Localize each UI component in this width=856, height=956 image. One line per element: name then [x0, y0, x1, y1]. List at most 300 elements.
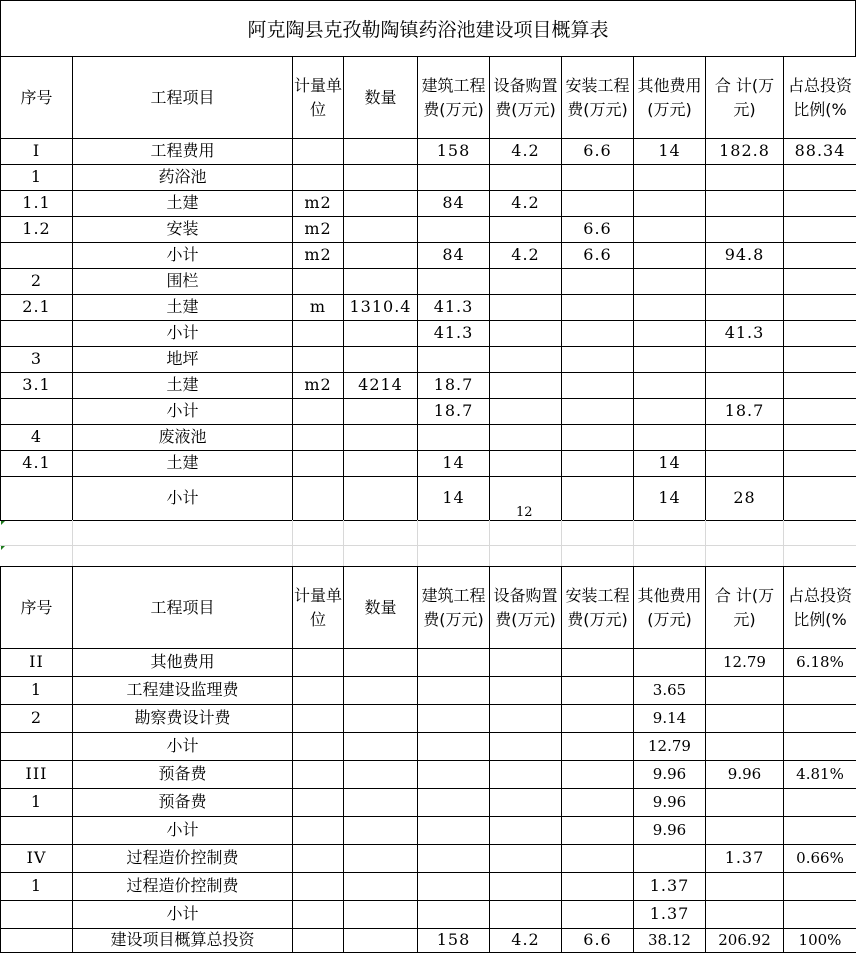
cell-seq: 1: [1, 677, 73, 705]
table-row: [1, 451, 856, 477]
cell-install: [562, 817, 634, 845]
header-ratio: 占总投资比例(%: [784, 567, 856, 649]
header-construction: 建筑工程费(万元): [418, 57, 490, 139]
cell-seq: [1, 243, 73, 269]
cell-qty: 4214: [344, 373, 418, 399]
table-row: [1, 845, 856, 873]
cell-qty: [344, 347, 418, 373]
cell-install: [562, 347, 634, 373]
cell-total: 206.92: [706, 929, 784, 953]
cell-item: 土建: [73, 451, 293, 477]
cell-install: [562, 191, 634, 217]
cell-item: 工程建设监理费: [73, 677, 293, 705]
cell-total: [706, 425, 784, 451]
cell-qty: [344, 139, 418, 165]
cell-equipment: [490, 705, 562, 733]
cell-seq: I: [1, 139, 73, 165]
cell-qty: [344, 929, 418, 953]
cell-item: 小计: [73, 901, 293, 929]
cell-equipment: 4.2: [490, 191, 562, 217]
table-row: [1, 649, 856, 677]
cell-item: 小计: [73, 243, 293, 269]
cell-total: [706, 789, 784, 817]
cell-equipment: [490, 817, 562, 845]
cell-construction: [418, 347, 490, 373]
cell-install: 6.6: [562, 929, 634, 953]
cell-other: [634, 347, 706, 373]
cell-seq: 2.1: [1, 295, 73, 321]
cell-item: 工程费用: [73, 139, 293, 165]
cell-other: 9.96: [634, 761, 706, 789]
cell-equipment: [490, 733, 562, 761]
cell-total: 18.7: [706, 399, 784, 425]
header-seq: 序号: [1, 57, 73, 139]
cell-ratio: [784, 373, 856, 399]
cell-total: [706, 733, 784, 761]
table-row: [1, 347, 856, 373]
cell-construction: [418, 733, 490, 761]
cell-unit: [293, 425, 344, 451]
cell-other: [634, 269, 706, 295]
cell-seq: [1, 817, 73, 845]
cell-equipment: [490, 165, 562, 191]
cell-item: 土建: [73, 191, 293, 217]
cell-item: 围栏: [73, 269, 293, 295]
cell-other: 14: [634, 139, 706, 165]
cell-unit: [293, 399, 344, 425]
cell-unit: m2: [293, 243, 344, 269]
cell-install: [562, 789, 634, 817]
header-item: 工程项目: [73, 57, 293, 139]
cell-construction: [418, 269, 490, 295]
cell-total: 94.8: [706, 243, 784, 269]
cell-ratio: 6.18%: [784, 649, 856, 677]
cell-construction: 18.7: [418, 399, 490, 425]
cell-unit: [293, 347, 344, 373]
cell-ratio: [784, 399, 856, 425]
cell-install: 6.6: [562, 139, 634, 165]
cell-install: 6.6: [562, 217, 634, 243]
cell-seq: 2: [1, 269, 73, 295]
cell-seq: 4.1: [1, 451, 73, 477]
cell-construction: [418, 789, 490, 817]
table-row: [1, 929, 856, 953]
cell-ratio: [784, 451, 856, 477]
table-row: [1, 217, 856, 243]
cell-total: 12.79: [706, 649, 784, 677]
estimate-table-1: [0, 56, 856, 521]
cell-item: 建设项目概算总投资: [73, 929, 293, 953]
cell-qty: [344, 873, 418, 901]
cell-unit: [293, 649, 344, 677]
cell-seq: 3.1: [1, 373, 73, 399]
cell-item: 小计: [73, 733, 293, 761]
cell-ratio: [784, 733, 856, 761]
cell-total: [706, 901, 784, 929]
cell-seq: [1, 477, 73, 521]
header-construction: 建筑工程费(万元): [418, 567, 490, 649]
cell-item: 地坪: [73, 347, 293, 373]
cell-unit: m2: [293, 217, 344, 243]
cell-total: 28: [706, 477, 784, 521]
cell-install: [562, 761, 634, 789]
cell-total: [706, 705, 784, 733]
cell-equipment: [490, 649, 562, 677]
cell-install: [562, 269, 634, 295]
cell-install: 6.6: [562, 243, 634, 269]
cell-total: 9.96: [706, 761, 784, 789]
cell-equipment: [490, 873, 562, 901]
cell-install: [562, 321, 634, 347]
cell-seq: [1, 929, 73, 953]
cell-ratio: [784, 789, 856, 817]
table-row: [1, 705, 856, 733]
cell-ratio: [784, 901, 856, 929]
cell-qty: [344, 705, 418, 733]
cell-total: [706, 677, 784, 705]
cell-item: 土建: [73, 373, 293, 399]
cell-install: [562, 845, 634, 873]
cell-install: [562, 425, 634, 451]
table-row: [1, 477, 856, 521]
cell-construction: 18.7: [418, 373, 490, 399]
table-row: [1, 165, 856, 191]
cell-install: [562, 373, 634, 399]
cell-unit: [293, 761, 344, 789]
header-total: 合 计(万元): [706, 567, 784, 649]
cell-qty: [344, 761, 418, 789]
cell-construction: [418, 217, 490, 243]
cell-seq: [1, 733, 73, 761]
blank-rows: [0, 520, 856, 566]
cell-equipment: 4.2: [490, 243, 562, 269]
cell-other: [634, 649, 706, 677]
cell-other: [634, 845, 706, 873]
header-seq: 序号: [1, 567, 73, 649]
cell-equipment: [490, 901, 562, 929]
table-row: [1, 295, 856, 321]
cell-other: [634, 295, 706, 321]
cell-unit: m: [293, 295, 344, 321]
cell-install: [562, 677, 634, 705]
cell-equipment: [490, 373, 562, 399]
cell-unit: [293, 451, 344, 477]
header-ratio: 占总投资比例(%: [784, 57, 856, 139]
cell-construction: 14: [418, 451, 490, 477]
cell-ratio: 4.81%: [784, 761, 856, 789]
cell-equipment: [490, 761, 562, 789]
cell-unit: [293, 817, 344, 845]
cell-qty: [344, 677, 418, 705]
cell-item: 小计: [73, 477, 293, 521]
cell-unit: [293, 873, 344, 901]
cell-unit: [293, 845, 344, 873]
cell-install: [562, 477, 634, 521]
cell-construction: [418, 845, 490, 873]
cell-construction: [418, 165, 490, 191]
cell-ratio: 0.66%: [784, 845, 856, 873]
cell-equipment: [490, 451, 562, 477]
cell-seq: 1: [1, 165, 73, 191]
cell-ratio: 88.34: [784, 139, 856, 165]
cell-unit: [293, 139, 344, 165]
cell-qty: [344, 399, 418, 425]
cell-total: [706, 373, 784, 399]
cell-install: [562, 295, 634, 321]
cell-other: 9.96: [634, 817, 706, 845]
cell-other: 38.12: [634, 929, 706, 953]
cell-qty: 1310.4: [344, 295, 418, 321]
cell-unit: [293, 269, 344, 295]
cell-unit: [293, 165, 344, 191]
cell-equipment: [490, 789, 562, 817]
cell-total: [706, 873, 784, 901]
cell-equipment: 4.2: [490, 929, 562, 953]
table-row: [1, 269, 856, 295]
cell-construction: 84: [418, 243, 490, 269]
cell-other: 14: [634, 477, 706, 521]
cell-equipment: [490, 217, 562, 243]
cell-seq: 2: [1, 705, 73, 733]
cell-total: [706, 295, 784, 321]
cell-construction: [418, 873, 490, 901]
header-install: 安装工程费(万元): [562, 57, 634, 139]
cell-total: 182.8: [706, 139, 784, 165]
cell-other: 14: [634, 451, 706, 477]
cell-seq: [1, 321, 73, 347]
cell-item: 小计: [73, 817, 293, 845]
cell-qty: [344, 217, 418, 243]
cell-ratio: [784, 269, 856, 295]
cell-equipment: [490, 269, 562, 295]
cell-other: 3.65: [634, 677, 706, 705]
cell-qty: [344, 321, 418, 347]
cell-qty: [344, 269, 418, 295]
cell-seq: 1: [1, 873, 73, 901]
cell-seq: 1.2: [1, 217, 73, 243]
cell-other: [634, 373, 706, 399]
header-unit: 计量单位: [293, 567, 344, 649]
cell-other: [634, 425, 706, 451]
header-item: 工程项目: [73, 567, 293, 649]
cell-install: [562, 873, 634, 901]
cell-other: [634, 321, 706, 347]
table-row: [1, 321, 856, 347]
cell-equipment: [490, 321, 562, 347]
cell-construction: [418, 677, 490, 705]
cell-unit: [293, 789, 344, 817]
cell-install: [562, 451, 634, 477]
cell-item: 废液池: [73, 425, 293, 451]
header-row: [1, 567, 856, 649]
cell-qty: [344, 733, 418, 761]
header-total: 合 计(万元): [706, 57, 784, 139]
cell-equipment: [490, 295, 562, 321]
cell-equipment: [490, 399, 562, 425]
cell-total: [706, 269, 784, 295]
cell-item: 其他费用: [73, 649, 293, 677]
cell-ratio: [784, 191, 856, 217]
cell-total: [706, 217, 784, 243]
cell-qty: [344, 901, 418, 929]
cell-total: [706, 191, 784, 217]
cell-qty: [344, 845, 418, 873]
cell-unit: [293, 477, 344, 521]
cell-qty: [344, 451, 418, 477]
header-other: 其他费用(万元): [634, 57, 706, 139]
cell-ratio: [784, 217, 856, 243]
cell-install: [562, 733, 634, 761]
table-row: [1, 399, 856, 425]
cell-construction: [418, 761, 490, 789]
cell-total: 1.37: [706, 845, 784, 873]
cell-unit: [293, 901, 344, 929]
header-qty: 数量: [344, 567, 418, 649]
sheet-title: 阿克陶县克孜勒陶镇药浴池建设项目概算表: [0, 0, 856, 56]
cell-item: 小计: [73, 321, 293, 347]
cell-other: 12.79: [634, 733, 706, 761]
cell-seq: 4: [1, 425, 73, 451]
cell-construction: 158: [418, 929, 490, 953]
cell-qty: [344, 191, 418, 217]
cell-item: 过程造价控制费: [73, 873, 293, 901]
cell-construction: 14: [418, 477, 490, 521]
cell-seq: 3: [1, 347, 73, 373]
header-equipment: 设备购置费(万元): [490, 57, 562, 139]
cell-qty: [344, 817, 418, 845]
cell-ratio: [784, 321, 856, 347]
cell-other: [634, 399, 706, 425]
cell-other: [634, 243, 706, 269]
page-number: 12: [516, 505, 533, 520]
cell-seq: 1: [1, 789, 73, 817]
cell-install: [562, 649, 634, 677]
cell-install: [562, 399, 634, 425]
cell-other: [634, 165, 706, 191]
table-row: [1, 373, 856, 399]
cell-unit: m2: [293, 373, 344, 399]
cell-ratio: [784, 677, 856, 705]
cell-item: 预备费: [73, 761, 293, 789]
cell-equipment: [490, 845, 562, 873]
cell-total: [706, 165, 784, 191]
cell-unit: [293, 929, 344, 953]
cell-construction: [418, 817, 490, 845]
cell-install: [562, 165, 634, 191]
cell-qty: [344, 477, 418, 521]
cell-ratio: [784, 295, 856, 321]
cell-other: 1.37: [634, 901, 706, 929]
cell-unit: [293, 321, 344, 347]
cell-seq: [1, 399, 73, 425]
cell-item: 过程造价控制费: [73, 845, 293, 873]
cell-construction: [418, 901, 490, 929]
cell-construction: [418, 649, 490, 677]
cell-total: 41.3: [706, 321, 784, 347]
table-row: [1, 677, 856, 705]
cell-qty: [344, 165, 418, 191]
cell-construction: 41.3: [418, 321, 490, 347]
cell-ratio: 100%: [784, 929, 856, 953]
cell-seq: IV: [1, 845, 73, 873]
table-row: [1, 761, 856, 789]
cell-install: [562, 705, 634, 733]
cell-seq: II: [1, 649, 73, 677]
cell-qty: [344, 425, 418, 451]
cell-other: 1.37: [634, 873, 706, 901]
cell-equipment: [490, 677, 562, 705]
cell-item: 安装: [73, 217, 293, 243]
cell-construction: [418, 705, 490, 733]
table-row: [1, 243, 856, 269]
cell-total: [706, 451, 784, 477]
header-other: 其他费用(万元): [634, 567, 706, 649]
header-unit: 计量单位: [293, 57, 344, 139]
cell-ratio: [784, 165, 856, 191]
cell-other: [634, 217, 706, 243]
cell-other: 9.14: [634, 705, 706, 733]
cell-unit: [293, 733, 344, 761]
cell-construction: 158: [418, 139, 490, 165]
cell-ratio: [784, 873, 856, 901]
cell-ratio: [784, 477, 856, 521]
cell-seq: [1, 901, 73, 929]
cell-total: [706, 817, 784, 845]
header-install: 安装工程费(万元): [562, 567, 634, 649]
table-row: [1, 873, 856, 901]
cell-ratio: [784, 425, 856, 451]
cell-construction: 84: [418, 191, 490, 217]
cell-ratio: [784, 817, 856, 845]
table-row: [1, 901, 856, 929]
cell-ratio: [784, 705, 856, 733]
cell-qty: [344, 243, 418, 269]
cell-qty: [344, 789, 418, 817]
cell-unit: [293, 677, 344, 705]
header-equipment: 设备购置费(万元): [490, 567, 562, 649]
cell-ratio: [784, 243, 856, 269]
cell-item: 小计: [73, 399, 293, 425]
table-row: [1, 789, 856, 817]
table-row: [1, 733, 856, 761]
cell-qty: [344, 649, 418, 677]
cell-item: 土建: [73, 295, 293, 321]
cell-other: [634, 191, 706, 217]
table-row: [1, 139, 856, 165]
estimate-table-2: [0, 566, 856, 953]
header-row: [1, 57, 856, 139]
cell-construction: 41.3: [418, 295, 490, 321]
cell-item: 预备费: [73, 789, 293, 817]
cell-equipment: [490, 347, 562, 373]
cell-other: 9.96: [634, 789, 706, 817]
cell-ratio: [784, 347, 856, 373]
table-row: [1, 425, 856, 451]
cell-item: 勘察费设计费: [73, 705, 293, 733]
cell-construction: [418, 425, 490, 451]
cell-unit: [293, 705, 344, 733]
cell-equipment: [490, 425, 562, 451]
cell-unit: m2: [293, 191, 344, 217]
cell-total: [706, 347, 784, 373]
table-row: [1, 817, 856, 845]
cell-equipment: 4.2: [490, 139, 562, 165]
cell-install: [562, 901, 634, 929]
cell-item: 药浴池: [73, 165, 293, 191]
header-qty: 数量: [344, 57, 418, 139]
table-row: [1, 191, 856, 217]
cell-seq: III: [1, 761, 73, 789]
